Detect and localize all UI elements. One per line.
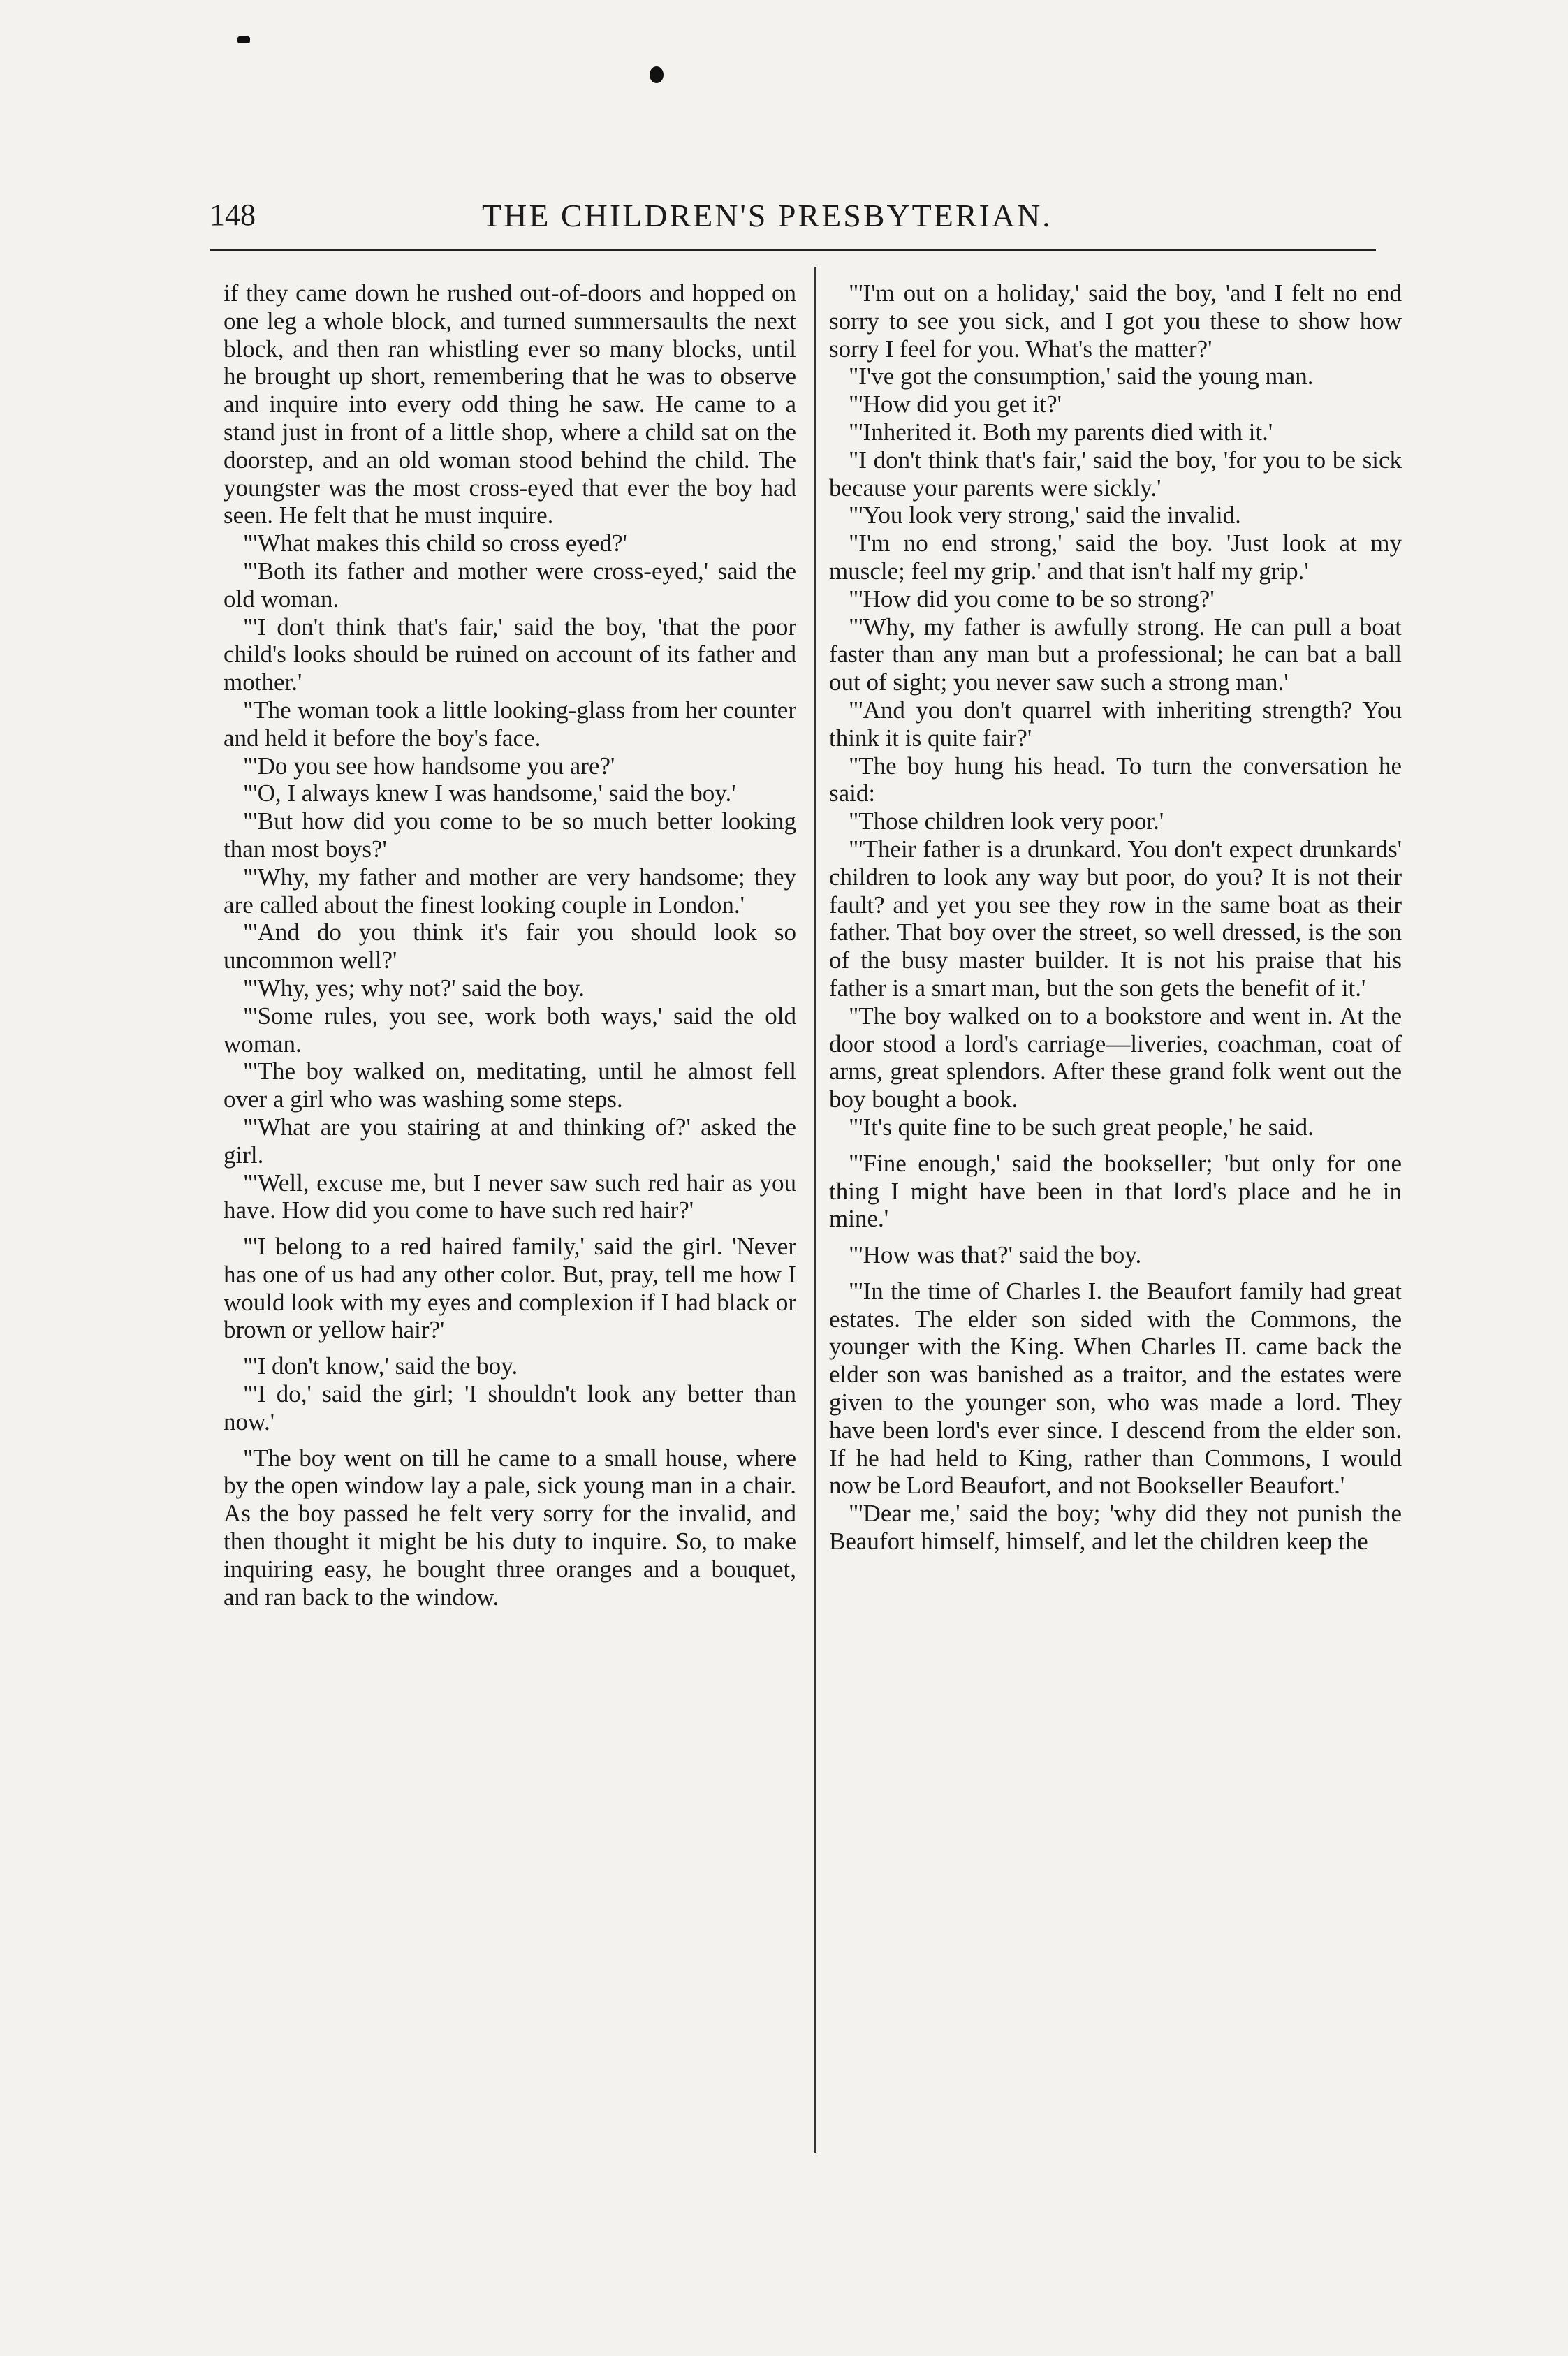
paragraph: "'I don't think that's fair,' said the boy, 'that the poor child's looks should be ruined on account of its father and mother.' bbox=[224, 613, 796, 696]
page-number: 148 bbox=[210, 198, 256, 232]
paragraph: "'What makes this child so cross eyed?' bbox=[243, 529, 627, 557]
paragraph: "The boy went on till he came to a small house, where by the open window lay a pale, sick young man in a chair. As the boy passed he felt very sorry for the invalid, and then thought it might be his duty to inquire. So, to make inquiring easy, he bought three oranges and a bouquet, and ran back to the window. bbox=[224, 1444, 796, 1611]
paragraph: "'Do you see how handsome you are?' bbox=[243, 752, 615, 780]
header-rule bbox=[210, 249, 1376, 251]
left-column bbox=[224, 279, 796, 1611]
paragraph: "'How did you come to be so strong?' bbox=[849, 585, 1215, 613]
paragraph: "I don't think that's fair,' said the boy, 'for you to be sick because your parents were sickly.' bbox=[829, 446, 1402, 502]
right-column bbox=[829, 279, 1402, 1556]
paragraph: "The woman took a little looking-glass from her counter and held it before the boy's face. bbox=[224, 696, 796, 752]
paragraph: "'And you don't quarrel with inheriting strength? You think it is quite fair?' bbox=[829, 696, 1402, 752]
paragraph: "'In the time of Charles I. the Beaufort family had great estates. The elder son sided with the Commons, the younger with the King. When Charles II. came back the elder son was banished as a traitor, and the estates were given to the younger son, who was made a lord. They have been lord's ever since. I descend from the elder son. If he had held to King, rather than Commons, I would now be Lord Beaufort, and not Bookseller Beaufort.' bbox=[829, 1277, 1402, 1500]
paragraph: "'Why, yes; why not?' said the boy. bbox=[243, 974, 585, 1002]
column-divider bbox=[814, 267, 816, 2153]
paragraph: "'Fine enough,' said the bookseller; 'but only for one thing I might have been in that lord's place and he in mine.' bbox=[829, 1149, 1402, 1233]
paragraph: "'I do,' said the girl; 'I shouldn't look any better than now.' bbox=[224, 1380, 796, 1435]
paragraph: if they came down he rushed out-of-doors and hopped on one leg a whole block, and turned summersaults the next block, and then ran whistling ever so many blocks, until he brought up short, remembering that he was to observe and inquire into every odd thing he saw. He came to a stand just in front of a little shop, where a child sat on the doorstep, and an old woman stood behind the child. The youngster was the most cross-eyed that ever the boy had seen. He felt that he must inquire. bbox=[224, 279, 796, 529]
paragraph: "'I belong to a red haired family,' said the girl. 'Never has one of us had any other color. But, pray, tell me how I would look with my eyes and complexion if I had black or brown or yellow hair?' bbox=[224, 1233, 796, 1344]
paragraph: "'How did you get it?' bbox=[849, 390, 1062, 418]
page-header bbox=[175, 189, 1376, 244]
paragraph: "'O, I always knew I was handsome,' said the boy.' bbox=[243, 780, 736, 807]
paragraph: "Those children look very poor.' bbox=[849, 807, 1164, 835]
paragraph: "The boy hung his head. To turn the conversation he said: bbox=[829, 752, 1402, 807]
paragraph: "'Dear me,' said the boy; 'why did they not punish the Beaufort himself, himself, and let the children keep the bbox=[829, 1500, 1402, 1556]
paragraph: "'How was that?' said the boy. bbox=[849, 1241, 1142, 1269]
paragraph: "'What are you stairing at and thinking of?' asked the girl. bbox=[224, 1113, 796, 1169]
paragraph: "'You look very strong,' said the invalid. bbox=[849, 502, 1241, 529]
ink-speck bbox=[650, 66, 664, 83]
paragraph: "'Both its father and mother were cross-eyed,' said the old woman. bbox=[224, 557, 796, 613]
paragraph: "'But how did you come to be so much better looking than most boys?' bbox=[224, 807, 796, 863]
paragraph: "The boy walked on to a bookstore and went in. At the door stood a lord's carriage—liveries, coachman, coat of arms, great splendors. After these grand folk went out the boy bought a book. bbox=[829, 1002, 1402, 1113]
paragraph: "'The boy walked on, meditating, until he almost fell over a girl who was washing some steps. bbox=[224, 1058, 796, 1113]
paragraph: "'Their father is a drunkard. You don't expect drunkards' children to look any way but poor, do you? It is not their fault? and yet you see they row in the same boat as their father. That boy over the street, so well dressed, is the son of the busy master builder. It is not his praise that his father is a smart man, but the son gets the benefit of it.' bbox=[829, 835, 1402, 1002]
paragraph: "'Well, excuse me, but I never saw such red hair as you have. How did you come to have such red hair?' bbox=[224, 1169, 796, 1224]
ink-speck bbox=[237, 36, 250, 43]
paragraph: "I'm no end strong,' said the boy. 'Just look at my muscle; feel my grip.' and that isn't half my grip.' bbox=[829, 529, 1402, 585]
paragraph: "'Inherited it. Both my parents died with it.' bbox=[849, 418, 1273, 446]
paragraph: "'Why, my father and mother are very handsome; they are called about the finest looking couple in London.' bbox=[224, 863, 796, 919]
paragraph: "I've got the consumption,' said the young man. bbox=[849, 363, 1314, 390]
paragraph: "'And do you think it's fair you should look so uncommon well?' bbox=[224, 919, 796, 974]
running-title: THE CHILDREN'S PRESBYTERIAN. bbox=[482, 198, 1053, 233]
paragraph: "'It's quite fine to be such great people,' he said. bbox=[849, 1113, 1314, 1141]
paragraph: "'Some rules, you see, work both ways,' said the old woman. bbox=[224, 1002, 796, 1058]
paragraph: "'I'm out on a holiday,' said the boy, 'and I felt no end sorry to see you sick, and I got you these to show how sorry I feel for you. What's the matter?' bbox=[829, 279, 1402, 363]
paragraph: "'Why, my father is awfully strong. He can pull a boat faster than any man but a professional; he can bat a ball out of sight; you never saw such a strong man.' bbox=[829, 613, 1402, 696]
paragraph: "'I don't know,' said the boy. bbox=[243, 1352, 518, 1380]
